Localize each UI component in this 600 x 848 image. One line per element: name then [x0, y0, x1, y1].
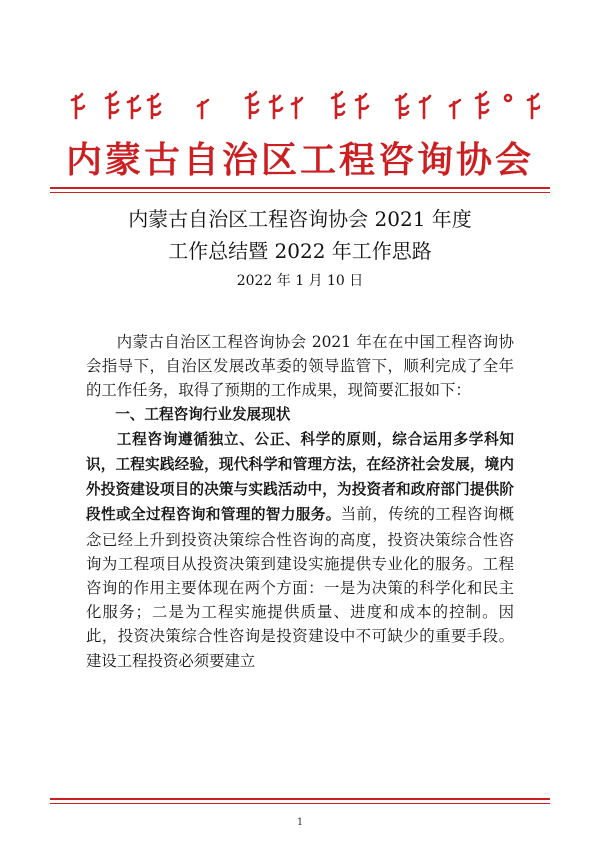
paragraph-intro: 内蒙古自治区工程咨询协会 2021 年在在中国工程咨询协会指导下，自治区发展改革委的领导监管下，顺利完成了全年的工作任务，取得了预期的工作成果，现简要汇报如下：: [86, 333, 514, 400]
document-date: 2022 年 1 月 10 日: [236, 273, 364, 289]
letterhead-org-name: 内蒙古自治区工程咨询协会: [65, 139, 534, 181]
letterhead-divider-thin: [50, 192, 550, 193]
footer-divider: [50, 798, 550, 800]
footer-divider-thin: [50, 803, 550, 804]
paragraph-bold-lead: 工程咨询遵循独立、公正、科学的原则，综合运用多学科知识，工程实践经验，现代科学和管理方法，在经济社会发展，境内外投资建设项目的决策与实践活动中，为投资者和政府部门提供阶段性或全过程咨询和管理的智力服务。: [86, 430, 514, 524]
letterhead-divider: [50, 187, 550, 189]
section-heading-1: 一、工程咨询行业发展现状: [115, 405, 291, 423]
mongolian-script-org-name: [70, 88, 540, 122]
page-number: 1: [296, 817, 304, 828]
document-title-line-2: 工作总结暨 2022 年工作思路: [168, 239, 432, 263]
paragraph-continuation: 当前，传统的工程咨询概念已经上升到投资决策综合性咨询的高度，投资决策综合性咨询为工程项目从投资决策到建设实施提供专业化的服务。工程咨询的作用主要体现在两个方面：一是为决策的科学化和民主化服务；二是为工程实施提供质量、进度和成本的控制。因此，投资决策综合性咨询是投资建设中不可缺少的重要手段。建设工程投资必须要建立: [86, 505, 514, 670]
document-title-line-1: 内蒙古自治区工程咨询协会 2021 年度: [128, 207, 472, 231]
document-body: [86, 330, 514, 673]
paragraph-engineering-consulting: [86, 427, 514, 673]
